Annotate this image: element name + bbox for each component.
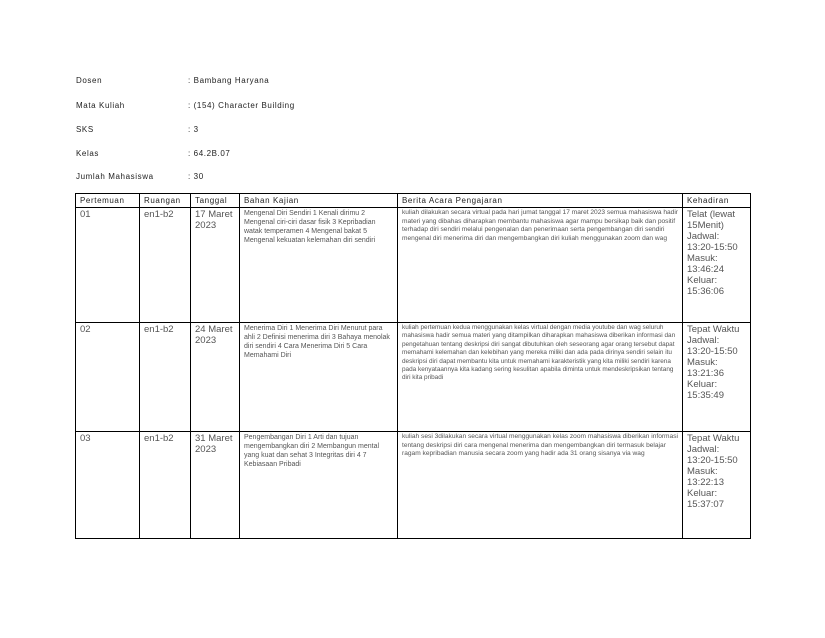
cell-bahan-kajian: Pengembangan Diri 1 Arti dan tujuan mengembangkan diri 2 Membangun mental yang kuat dan sehat 3 Integritas diri 4 7 Kebiasaan Pribadi bbox=[240, 432, 398, 539]
info-label-dosen: Dosen bbox=[76, 76, 103, 85]
header-kehadiran: Kehadiran bbox=[683, 194, 751, 208]
table-row bbox=[76, 323, 751, 432]
cell-ruangan: en1-b2 bbox=[140, 432, 191, 539]
header-tanggal: Tanggal bbox=[191, 194, 240, 208]
cell-bahan-kajian: Menerima Diri 1 Menerima Diri Menurut para ahli 2 Definisi menerima diri 3 Bahaya menolak diri sendiri 4 Cara Menerima Diri 5 Cara Memahami Diri bbox=[240, 323, 398, 432]
cell-pertemuan: 01 bbox=[76, 208, 140, 323]
info-label-sks: SKS bbox=[76, 125, 94, 134]
info-label-kelas: Kelas bbox=[76, 149, 100, 158]
table-row bbox=[76, 208, 751, 323]
cell-berita-acara: kuliah dilakukan secara virtual pada hari jumat tanggal 17 maret 2023 semua mahasiswa hadir materi yang dibahas diharapkan membantu mahasiswa agar mampu bersikap baik dan positif terhadap diri sendiri melalui pengenalan dan penerimaan serta pengembangan diri sendiri mengenal diri menerima diri dan mengembangkan diri kuliah menggunakan zoom dan wag bbox=[398, 208, 683, 323]
cell-pertemuan: 02 bbox=[76, 323, 140, 432]
info-value-sks: : 3 bbox=[188, 125, 199, 134]
cell-berita-acara: kuliah pertemuan kedua menggunakan kelas virtual dengan media youtube dan wag seluruh mahasiswa hadir semua materi yang ditampilkan diharapkan mahasiswa diberikan informasi dan pengetahuan tentang deskripsi diri sangat dibutuhkan oleh seseorang agar orang tersebut dapat memahami kelemahan dan kelebihan yang mereka miliki dan ada pada dirinya sendiri selain itu deskripsi diri dapat membantu kita untuk memahami karakteristik yang kita miliki sendiri karena pada kenyataannya kita kadang sering kesulitan apabila diminta untuk mendeskripsikan tentang diri kita pribadi bbox=[398, 323, 683, 432]
table-row bbox=[76, 432, 751, 539]
info-value-kelas: : 64.2B.07 bbox=[188, 149, 231, 158]
header-ruangan: Ruangan bbox=[140, 194, 191, 208]
cell-tanggal: 24 Maret 2023 bbox=[191, 323, 240, 432]
info-label-jumlah-mahasiswa: Jumlah Mahasiswa bbox=[76, 172, 154, 181]
header-pertemuan: Pertemuan bbox=[76, 194, 140, 208]
cell-kehadiran: Telat (lewat 15Menit) Jadwal: 13:20-15:50 Masuk: 13:46:24 Keluar: 15:36:06 bbox=[683, 208, 751, 323]
cell-tanggal: 17 Maret 2023 bbox=[191, 208, 240, 323]
info-value-mata-kuliah: : (154) Character Building bbox=[188, 101, 295, 110]
table-header-row bbox=[76, 194, 751, 208]
cell-pertemuan: 03 bbox=[76, 432, 140, 539]
info-value-dosen: : Bambang Haryana bbox=[188, 76, 270, 85]
attendance-table bbox=[75, 193, 751, 539]
header-berita-acara: Berita Acara Pengajaran bbox=[398, 194, 683, 208]
cell-ruangan: en1-b2 bbox=[140, 208, 191, 323]
info-value-jumlah-mahasiswa: : 30 bbox=[188, 172, 204, 181]
cell-tanggal: 31 Maret 2023 bbox=[191, 432, 240, 539]
header-bahan-kajian: Bahan Kajian bbox=[240, 194, 398, 208]
cell-kehadiran: Tepat Waktu Jadwal: 13:20-15:50 Masuk: 13:21:36 Keluar: 15:35:49 bbox=[683, 323, 751, 432]
cell-ruangan: en1-b2 bbox=[140, 323, 191, 432]
cell-kehadiran: Tepat Waktu Jadwal: 13:20-15:50 Masuk: 13:22:13 Keluar: 15:37:07 bbox=[683, 432, 751, 539]
info-label-mata-kuliah: Mata Kuliah bbox=[76, 101, 125, 110]
cell-berita-acara: kuliah sesi 3dilakukan secara virtual menggunakan kelas zoom mahasiswa diberikan informasi tentang deskripsi diri cara mengenal menerima dan mengembangkan diri termasuk belajar ragam kepribadian manusia secara zoom yang hadir ada 31 orang sisanya via wag bbox=[398, 432, 683, 539]
cell-bahan-kajian: Mengenal Diri Sendiri 1 Kenali dirimu 2 Mengenal ciri-ciri dasar fisik 3 Kepribadian watak temperamen 4 Mengenal bakat 5 Mengenal kekuatan kelemahan diri sendiri bbox=[240, 208, 398, 323]
